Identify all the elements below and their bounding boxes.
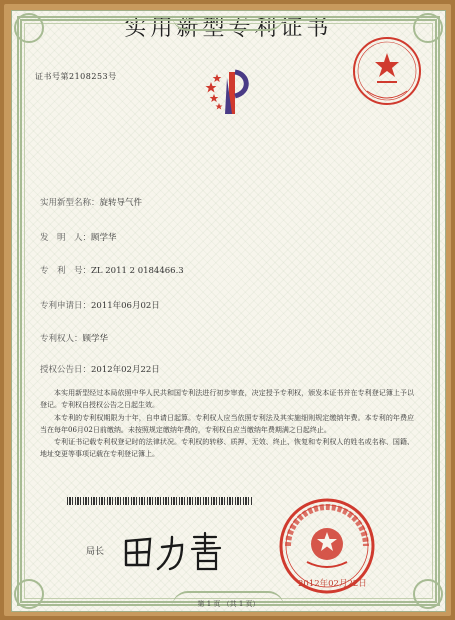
certificate-paper [11,10,446,612]
field-utility-model-name: 实用新型名称：旋转导气件 [40,198,143,208]
director-label: 局长 [86,547,105,557]
top-ornament [172,15,284,31]
seal-date: 2012年02月22日 [298,579,367,589]
field-patentee: 专利权人：顾学华 [40,334,109,344]
director-signature-icon [120,529,230,573]
certificate-number: 证书号第2108253号 [35,72,117,81]
body-paragraph: 本专利的专利权期限为十年，自申请日起算。专利权人应当依照专利法及其实施细则规定缴纳年费。本专利的年费应当在每年06月02日前缴纳。未按照规定缴纳年费的，专利权自应当缴纳年费期满之日起终止。 [40,413,414,434]
examination-seal-icon [351,35,423,107]
body-paragraph: 本实用新型经过本局依照中华人民共和国专利法进行初步审查，决定授予专利权，颁发本证书并在专利登记簿上予以登记。专利权自授权公告之日起生效。 [40,389,414,410]
document-title: 实用新型专利证书 [124,16,333,41]
field-grant-date: 授权公告日：2012年02月22日 [40,365,160,375]
corner-ornament [14,13,44,43]
body-paragraph: 专利证书记载专利权登记时的法律状况。专利权的转移、质押、无效、终止、恢复和专利权人的姓名或名称、国籍、地址变更等事项记载在专利登记簿上。 [40,438,414,459]
sipo-emblem-icon [205,68,253,118]
field-patent-number: 专 利 号：ZL 2011 2 0184466.3 [40,266,184,276]
barcode [67,497,253,505]
field-application-date: 专利申请日：2011年06月02日 [40,301,160,311]
certificate-body [40,387,414,461]
field-inventor: 发 明 人：顾学华 [40,233,117,243]
page-footer: 第 1 页 （共 1 页） [197,600,260,608]
